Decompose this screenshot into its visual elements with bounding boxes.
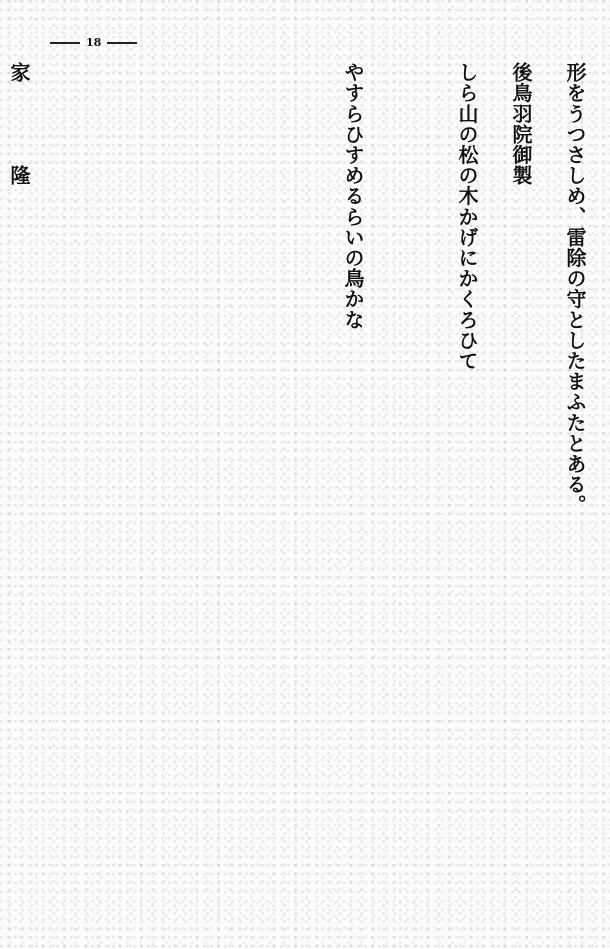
vertical-text-body [7, 62, 592, 932]
text-column: しら山の松の木かげにかくろひて [455, 62, 479, 371]
text-column [0, 62, 2, 932]
header-rule-left [50, 42, 80, 44]
text-column: 形をうつさしめ、雷除の守としたまふたとある。 [563, 62, 587, 516]
page-header [50, 36, 137, 49]
text-column: 後鳥羽院御製 [509, 62, 533, 186]
text-column: やすらひすめるらいの鳥かな [341, 62, 365, 330]
text-column: 家 隆 [7, 62, 31, 186]
header-rule-right [107, 42, 137, 44]
page-number: 18 [86, 36, 102, 49]
